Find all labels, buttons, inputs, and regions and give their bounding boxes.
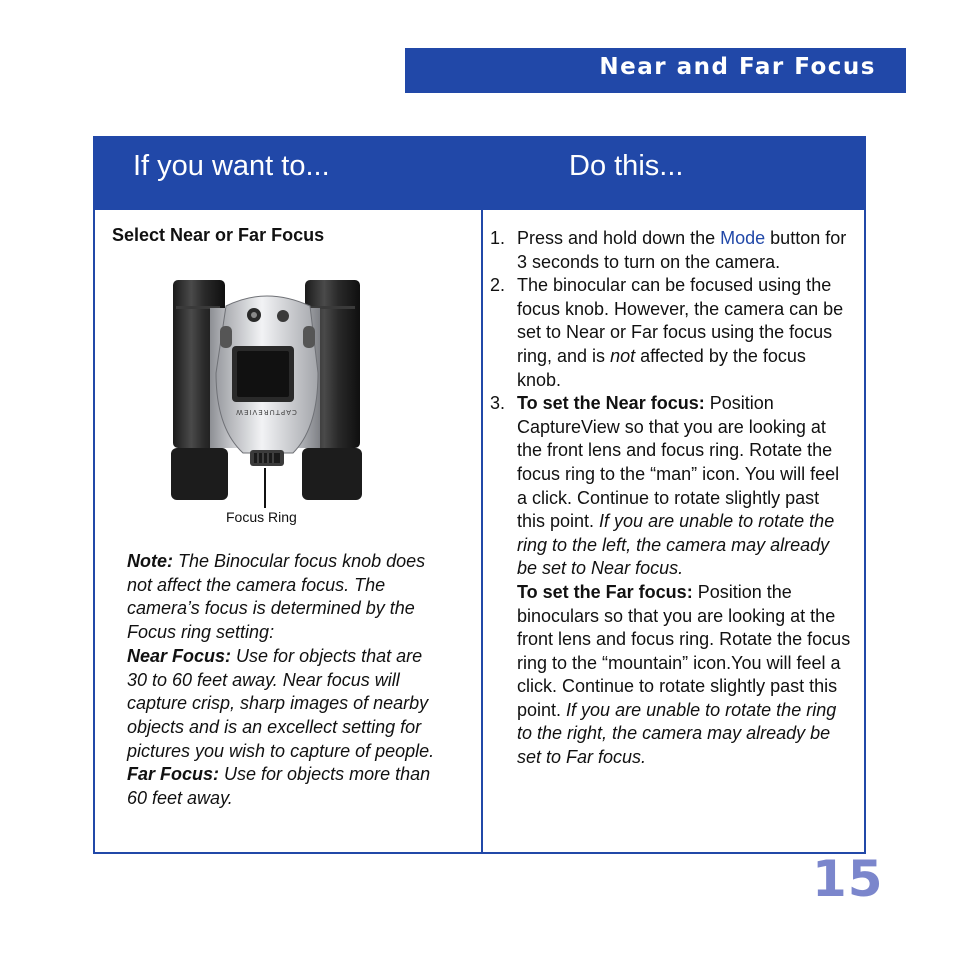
section-title: Near and Far Focus xyxy=(599,54,876,80)
left-column-header xyxy=(95,138,481,210)
far-focus-label: Far Focus: xyxy=(127,764,220,785)
focus-note xyxy=(127,550,447,811)
step-2-text-before: The binocular can be focused using the focus knob. However, the camera can be set to Near or Far focus using the focus ring, and is xyxy=(517,275,844,366)
svg-text:CAPTUREVIEW: CAPTUREVIEW xyxy=(235,408,297,416)
near-focus-instruction-label: To set the Near focus: xyxy=(517,393,705,414)
step-2-emphasis: not xyxy=(610,345,636,366)
task-heading: Select Near or Far Focus xyxy=(112,225,325,245)
step-1-text-before: Press and hold down the xyxy=(517,228,721,248)
left-column-header-text: If you want to... xyxy=(133,150,330,182)
right-column-header-text: Do this... xyxy=(569,150,684,182)
focus-ring-callout-line xyxy=(264,468,266,508)
near-focus-text: Use for objects that are 30 to 60 feet away. Near focus will capture crisp, sharp images of nearby objects and is an excellect setting for pictures you wish to capture of people. xyxy=(127,645,435,761)
near-focus-instruction-hint: If you are unable to rotate the ring to the left, the camera may already be set to Near focus. xyxy=(517,511,835,579)
far-focus-instruction-hint: If you are unable to rotate the ring to the right, the camera may already be set to Far focus. xyxy=(517,699,837,768)
near-focus-label: Near Focus: xyxy=(127,645,232,666)
column-divider xyxy=(481,138,483,852)
step-number: 2. xyxy=(490,275,506,296)
step-number: 1. xyxy=(490,228,506,248)
figure-caption: Focus Ring xyxy=(226,509,297,525)
section-header-bar xyxy=(405,48,906,93)
binocular-camera-illustration xyxy=(168,278,366,503)
step-2 xyxy=(490,274,852,392)
instruction-steps xyxy=(490,227,852,770)
far-focus-text: Use for objects more than 60 feet away. xyxy=(127,764,431,809)
far-focus-instruction-label: To set the Far focus: xyxy=(517,581,693,602)
step-1-text-after: button for 3 seconds to turn on the camera. xyxy=(517,228,847,272)
page-number: 15 xyxy=(812,850,884,908)
mode-button-reference: Mode xyxy=(720,228,766,248)
left-eyecup xyxy=(171,448,228,500)
near-focus-instruction-text: Position CaptureView so that you are looking at the front lens and focus ring. Rotate the focus ring to the “man” icon. You will feel a click. Continue to rotate slightly past this point. xyxy=(517,393,840,532)
step-1 xyxy=(490,227,852,274)
note-text: The Binocular focus knob does not affect the camera focus. The camera’s focus is determined by the Focus ring setting: xyxy=(127,551,426,643)
far-focus-instruction xyxy=(517,581,852,770)
right-eyecup xyxy=(302,448,362,500)
far-focus-instruction-text: Position the binoculars so that you are looking at the front lens and focus ring. Rotate the focus ring to the “mountain” icon.You will feel a click. Continue to rotate slightly past this point. xyxy=(517,581,851,720)
note-label: Note: xyxy=(127,551,173,571)
right-column-header xyxy=(483,138,866,210)
step-3 xyxy=(490,392,852,770)
near-focus-instruction xyxy=(517,392,852,581)
step-number: 3. xyxy=(490,393,506,414)
step-2-text-after: affected by the focus knob. xyxy=(517,345,806,390)
